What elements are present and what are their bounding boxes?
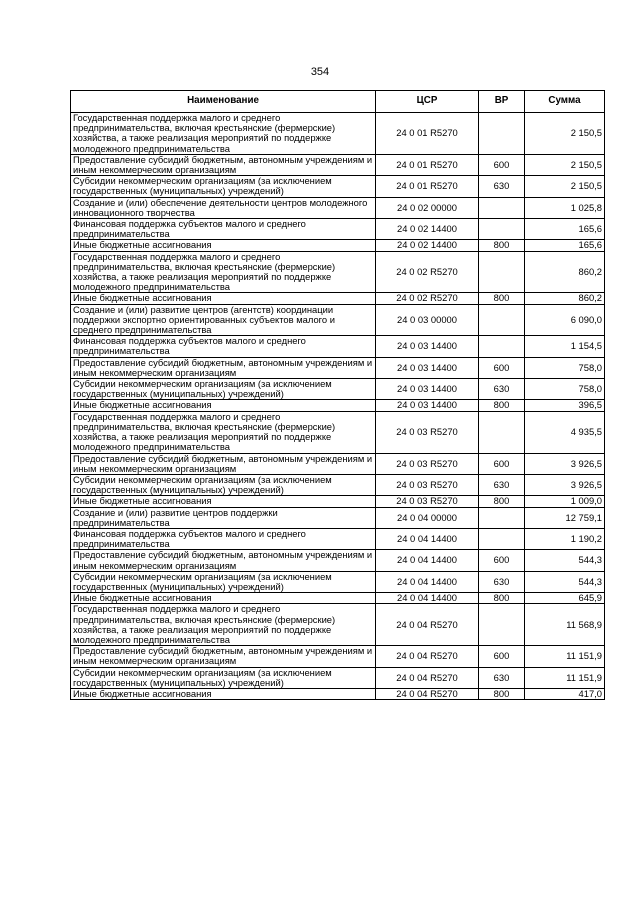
cell-sum: 1 154,5 <box>525 336 605 357</box>
cell-csr: 24 0 03 14400 <box>376 400 479 411</box>
cell-csr: 24 0 03 R5270 <box>376 411 479 453</box>
cell-name: Иные бюджетные ассигнования <box>71 688 376 699</box>
cell-csr: 24 0 01 R5270 <box>376 154 479 175</box>
cell-vr <box>479 304 525 336</box>
table-row <box>71 411 605 453</box>
cell-name: Предоставление субсидий бюджетным, автономным учреждениям и иным некоммерческим организациям <box>71 453 376 474</box>
header-vr: ВР <box>479 91 525 113</box>
cell-sum: 1 025,8 <box>525 197 605 218</box>
cell-sum: 396,5 <box>525 400 605 411</box>
cell-vr: 630 <box>479 667 525 688</box>
cell-vr: 630 <box>479 176 525 197</box>
cell-vr: 600 <box>479 453 525 474</box>
cell-sum: 12 759,1 <box>525 507 605 528</box>
cell-name: Создание и (или) обеспечение деятельности центров молодежного инновационного творчества <box>71 197 376 218</box>
table-row <box>71 593 605 604</box>
table-row <box>71 154 605 175</box>
cell-sum: 758,0 <box>525 357 605 378</box>
table-row <box>71 379 605 400</box>
cell-vr <box>479 411 525 453</box>
cell-csr: 24 0 04 14400 <box>376 528 479 549</box>
cell-name: Предоставление субсидий бюджетным, автономным учреждениям и иным некоммерческим организациям <box>71 357 376 378</box>
cell-vr: 600 <box>479 646 525 667</box>
table-row <box>71 197 605 218</box>
cell-vr: 800 <box>479 496 525 507</box>
cell-sum: 165,6 <box>525 240 605 251</box>
cell-sum: 645,9 <box>525 593 605 604</box>
cell-vr: 800 <box>479 688 525 699</box>
cell-csr: 24 0 04 R5270 <box>376 688 479 699</box>
cell-csr: 24 0 02 00000 <box>376 197 479 218</box>
cell-csr: 24 0 03 R5270 <box>376 453 479 474</box>
table-row <box>71 646 605 667</box>
cell-vr <box>479 336 525 357</box>
cell-name: Субсидии некоммерческим организациям (за исключением государственных (муниципальных) учреждений) <box>71 667 376 688</box>
table-row <box>71 336 605 357</box>
table-row <box>71 507 605 528</box>
cell-name: Предоставление субсидий бюджетным, автономным учреждениям и иным некоммерческим организациям <box>71 550 376 571</box>
cell-csr: 24 0 04 14400 <box>376 593 479 604</box>
cell-name: Иные бюджетные ассигнования <box>71 593 376 604</box>
cell-csr: 24 0 02 R5270 <box>376 293 479 304</box>
header-sum: Сумма <box>525 91 605 113</box>
cell-name: Финансовая поддержка субъектов малого и среднего предпринимательства <box>71 336 376 357</box>
cell-vr: 800 <box>479 293 525 304</box>
header-name: Наименование <box>71 91 376 113</box>
cell-csr: 24 0 02 R5270 <box>376 251 479 293</box>
cell-vr: 600 <box>479 154 525 175</box>
table-row <box>71 304 605 336</box>
table-header-row <box>71 91 605 113</box>
cell-sum: 11 151,9 <box>525 646 605 667</box>
cell-vr: 800 <box>479 593 525 604</box>
cell-name: Иные бюджетные ассигнования <box>71 496 376 507</box>
cell-csr: 24 0 04 14400 <box>376 571 479 592</box>
cell-name: Субсидии некоммерческим организациям (за исключением государственных (муниципальных) учреждений) <box>71 379 376 400</box>
table-row <box>71 453 605 474</box>
cell-name: Предоставление субсидий бюджетным, автономным учреждениям и иным некоммерческим организациям <box>71 154 376 175</box>
cell-name: Субсидии некоммерческим организациям (за исключением государственных (муниципальных) учреждений) <box>71 474 376 495</box>
page-number: 354 <box>310 66 330 78</box>
table-row <box>71 357 605 378</box>
cell-vr <box>479 251 525 293</box>
cell-sum: 3 926,5 <box>525 453 605 474</box>
cell-vr <box>479 528 525 549</box>
cell-name: Предоставление субсидий бюджетным, автономным учреждениям и иным некоммерческим организациям <box>71 646 376 667</box>
cell-name: Иные бюджетные ассигнования <box>71 400 376 411</box>
cell-name: Создание и (или) развитие центров поддержки предпринимательства <box>71 507 376 528</box>
table-row <box>71 604 605 646</box>
cell-sum: 6 090,0 <box>525 304 605 336</box>
cell-vr: 800 <box>479 240 525 251</box>
table-row <box>71 293 605 304</box>
table-row <box>71 219 605 240</box>
cell-name: Субсидии некоммерческим организациям (за исключением государственных (муниципальных) учреждений) <box>71 571 376 592</box>
cell-sum: 2 150,5 <box>525 154 605 175</box>
cell-csr: 24 0 04 00000 <box>376 507 479 528</box>
cell-csr: 24 0 03 14400 <box>376 379 479 400</box>
cell-csr: 24 0 01 R5270 <box>376 113 479 155</box>
cell-sum: 11 151,9 <box>525 667 605 688</box>
cell-vr: 630 <box>479 474 525 495</box>
cell-name: Субсидии некоммерческим организациям (за исключением государственных (муниципальных) учреждений) <box>71 176 376 197</box>
table-row <box>71 176 605 197</box>
budget-table <box>70 90 605 700</box>
cell-csr: 24 0 04 R5270 <box>376 667 479 688</box>
cell-sum: 417,0 <box>525 688 605 699</box>
cell-csr: 24 0 04 R5270 <box>376 604 479 646</box>
cell-vr <box>479 604 525 646</box>
table-row <box>71 667 605 688</box>
table-row <box>71 550 605 571</box>
table-row <box>71 528 605 549</box>
cell-name: Иные бюджетные ассигнования <box>71 240 376 251</box>
cell-csr: 24 0 03 14400 <box>376 357 479 378</box>
cell-vr: 630 <box>479 379 525 400</box>
cell-name: Иные бюджетные ассигнования <box>71 293 376 304</box>
cell-sum: 165,6 <box>525 219 605 240</box>
cell-csr: 24 0 03 00000 <box>376 304 479 336</box>
table-row <box>71 688 605 699</box>
cell-vr: 600 <box>479 357 525 378</box>
cell-name: Создание и (или) развитие центров (агентств) координации поддержки экспортно ориентированных субъектов малого и среднего предпринимательства <box>71 304 376 336</box>
cell-name: Финансовая поддержка субъектов малого и среднего предпринимательства <box>71 219 376 240</box>
cell-sum: 860,2 <box>525 293 605 304</box>
cell-sum: 2 150,5 <box>525 176 605 197</box>
cell-sum: 860,2 <box>525 251 605 293</box>
cell-sum: 544,3 <box>525 550 605 571</box>
cell-csr: 24 0 02 14400 <box>376 240 479 251</box>
cell-vr <box>479 197 525 218</box>
cell-name: Государственная поддержка малого и среднего предпринимательства, включая крестьянские (фермерские) хозяйства, а также реализация мероприятий по поддержке молодежного предпринимательства <box>71 113 376 155</box>
cell-csr: 24 0 04 R5270 <box>376 646 479 667</box>
cell-name: Государственная поддержка малого и среднего предпринимательства, включая крестьянские (фермерские) хозяйства, а также реализация мероприятий по поддержке молодежного предпринимательства <box>71 604 376 646</box>
cell-vr: 630 <box>479 571 525 592</box>
cell-sum: 11 568,9 <box>525 604 605 646</box>
cell-sum: 4 935,5 <box>525 411 605 453</box>
cell-name: Государственная поддержка малого и среднего предпринимательства, включая крестьянские (фермерские) хозяйства, а также реализация мероприятий по поддержке молодежного предпринимательства <box>71 251 376 293</box>
table-row <box>71 571 605 592</box>
cell-csr: 24 0 01 R5270 <box>376 176 479 197</box>
cell-vr: 600 <box>479 550 525 571</box>
cell-vr: 800 <box>479 400 525 411</box>
cell-sum: 544,3 <box>525 571 605 592</box>
table-body <box>71 113 605 700</box>
cell-sum: 758,0 <box>525 379 605 400</box>
header-csr: ЦСР <box>376 91 479 113</box>
table-row <box>71 113 605 155</box>
cell-sum: 3 926,5 <box>525 474 605 495</box>
table-row <box>71 496 605 507</box>
table-row <box>71 240 605 251</box>
cell-name: Финансовая поддержка субъектов малого и среднего предпринимательства <box>71 528 376 549</box>
cell-sum: 1 009,0 <box>525 496 605 507</box>
table-row <box>71 474 605 495</box>
cell-csr: 24 0 03 14400 <box>376 336 479 357</box>
cell-sum: 1 190,2 <box>525 528 605 549</box>
table-row <box>71 251 605 293</box>
cell-name: Государственная поддержка малого и среднего предпринимательства, включая крестьянские (фермерские) хозяйства, а также реализация мероприятий по поддержке молодежного предпринимательства <box>71 411 376 453</box>
cell-csr: 24 0 03 R5270 <box>376 496 479 507</box>
cell-csr: 24 0 02 14400 <box>376 219 479 240</box>
cell-csr: 24 0 03 R5270 <box>376 474 479 495</box>
cell-vr <box>479 113 525 155</box>
table-row <box>71 400 605 411</box>
cell-csr: 24 0 04 14400 <box>376 550 479 571</box>
cell-sum: 2 150,5 <box>525 113 605 155</box>
cell-vr <box>479 507 525 528</box>
cell-vr <box>479 219 525 240</box>
